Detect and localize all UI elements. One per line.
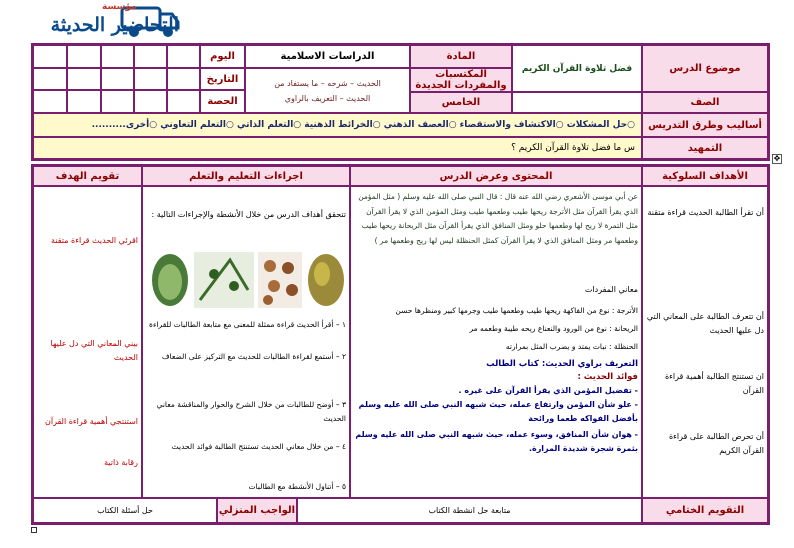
resize-handle-icon[interactable] — [31, 527, 37, 533]
logo — [2, 0, 187, 44]
benefit-2: - علو شأن المؤمن وارتفاع عمله، حيث شبهه النبي صلى الله عليه وسلم بأفضل الفواكه طعما ورائحة — [358, 400, 638, 423]
gains-line-1: الحديث – شرحه – ما يستفاد من — [274, 78, 381, 88]
col-objectives-header: الأهداف السلوكية — [642, 166, 768, 186]
objective-1: أن تقرأ الطالبة الحديث قراءة متقنة — [647, 208, 764, 217]
procedure-step-5: ٥ – أتناول الأنشطة مع الطالبات — [248, 482, 346, 491]
gains-value — [245, 68, 410, 113]
subject-label: المادة — [410, 45, 512, 68]
period-label: الحصة — [200, 90, 245, 113]
objective-4: أن تحرص الطالبة على قراءة القرآن الكريم — [668, 432, 764, 455]
narrator-title: التعريف براوي الحديث: كتاب الطالب — [486, 359, 638, 369]
benefit-1: - تفضيل المؤمن الذي يقرأ القرآن على غيره . — [458, 386, 638, 395]
col-content-header: المحتوى وعرض الدرس — [350, 166, 642, 186]
homework-value: حل أسئلة الكتاب — [33, 498, 217, 523]
intro-label: التمهيد — [642, 137, 768, 159]
topic-value: فضل تلاوة القرآن الكريم — [512, 45, 642, 92]
final-eval-value: متابعة حل انشطة الكتاب — [297, 498, 642, 523]
benefits-title: فوائد الحديث : — [577, 372, 638, 382]
logo-company: مؤسسة — [102, 2, 137, 12]
fruit-image — [150, 250, 346, 310]
move-handle-icon[interactable]: ✥ — [773, 154, 781, 163]
hadith-text: عن أبي موسى الأشعري رضي الله عنه قال : قال النبي صلى الله عليه وسلم ( مثل المؤمن الذي يقرأ القرآن مثل الأترجة ريحها طيب وطعمها طيب ومثل المؤمن الذي لا يقرأ القرآن مثل التمرة لا ريح لها وطعمها حلو ومثل المنافق الذي يقرأ القرآن مثل الريحانة ريحها طيب وطعمها مر ومثل المنافق الذي لا يقرأ القرآن كمثل الحنظلة ليس لها ريح وطعمها مر ) — [358, 192, 638, 245]
methods-label: أساليب وطرق التدريس — [642, 113, 768, 137]
col-procedures-header: اجراءات التعليم والتعلم — [142, 166, 350, 186]
grade-spacer — [512, 92, 642, 113]
grade-label: الصف — [642, 92, 768, 113]
topic-label: موضوع الدرس — [642, 45, 768, 92]
evaluation-3: استنتجي أهمية قراءة القرآن — [44, 417, 138, 426]
objective-3: ان تستنتج الطالبة أهمية قراءة القرآن — [664, 372, 764, 395]
intro-text: س ما فضل تلاوة القرآن الكريم ؟ — [33, 137, 642, 159]
methods-items: ○حل المشكلات ○الاكتشاف والاستقصاء ○العصف الذهني ○الخرائط الذهنية ○التعلم الذاتي ○التعلم التعاوني ○أخرى.......... — [33, 113, 642, 137]
vocab-title: معاني المفردات — [584, 285, 638, 294]
homework-label: الواجب المنزلي — [217, 498, 297, 523]
gains-line-2: الحديث – التعريف بالراوي — [284, 93, 371, 103]
subject-value: الدراسات الاسلامية — [245, 45, 410, 68]
evaluation-2: بيني المعاني التي دل عليها الحديث — [50, 339, 138, 362]
col-evaluation-header: تقويم الهدف — [33, 166, 142, 186]
procedure-step-1: ١ – أقرأ الحديث قراءة ممثلة للمعنى مع متابعة الطالبات للقراءة — [149, 320, 346, 329]
final-eval-label: التقويم الختامي — [642, 498, 768, 523]
gains-label: المكتسبات والمفردات الجديدة — [410, 68, 512, 92]
day-label: اليوم — [200, 45, 245, 68]
evaluation-1: اقرئي الحديث قراءة متقنة — [51, 236, 138, 245]
vocab-item-3: الحنظلة : نبات يمتد و يضرب المثل بمرارته — [505, 342, 638, 351]
objective-2: أن تتعرف الطالبة على المعاني التي دل عليها الحديث — [646, 312, 764, 335]
procedure-step-4: ٤ – من خلال معاني الحديث تستنتج الطالبة فوائد الحديث — [171, 442, 346, 451]
evaluation-4: رقابة ذاتية — [104, 458, 138, 467]
grade-value: الخامس — [410, 92, 512, 113]
procedure-step-2: ٢ – أستمع لقراءة الطالبات للحديث مع التركيز على الضعاف — [161, 352, 346, 361]
logo-name: التحاضير الحديثة — [50, 14, 179, 36]
procedure-step-3: ٣ – أوضح للطالبات من خلال الشرح والحوار والمناقشة معاني الحديث — [156, 400, 346, 423]
date-label: التاريخ — [200, 68, 245, 90]
vocab-item-1: الأترجة : نوع من الفاكهة ريحها طيب وطعمها طيب وجرمها كبير ومنظرها حسن — [395, 306, 638, 315]
procedures-intro: تتحقق أهداف الدرس من خلال الأنشطة والإجراءات التالية : — [151, 210, 346, 219]
benefit-3: - هوان شأن المنافق، وسوء عمله، حيث شبهه النبي صلى الله عليه وسلم بثمرة شجرة شديدة المرارة. — [355, 430, 638, 453]
fruit-illustration — [150, 250, 346, 310]
vocab-item-2: الريحانة : نوع من الورود والنعناع ريحه طيبة وطعمه مر — [469, 324, 638, 333]
